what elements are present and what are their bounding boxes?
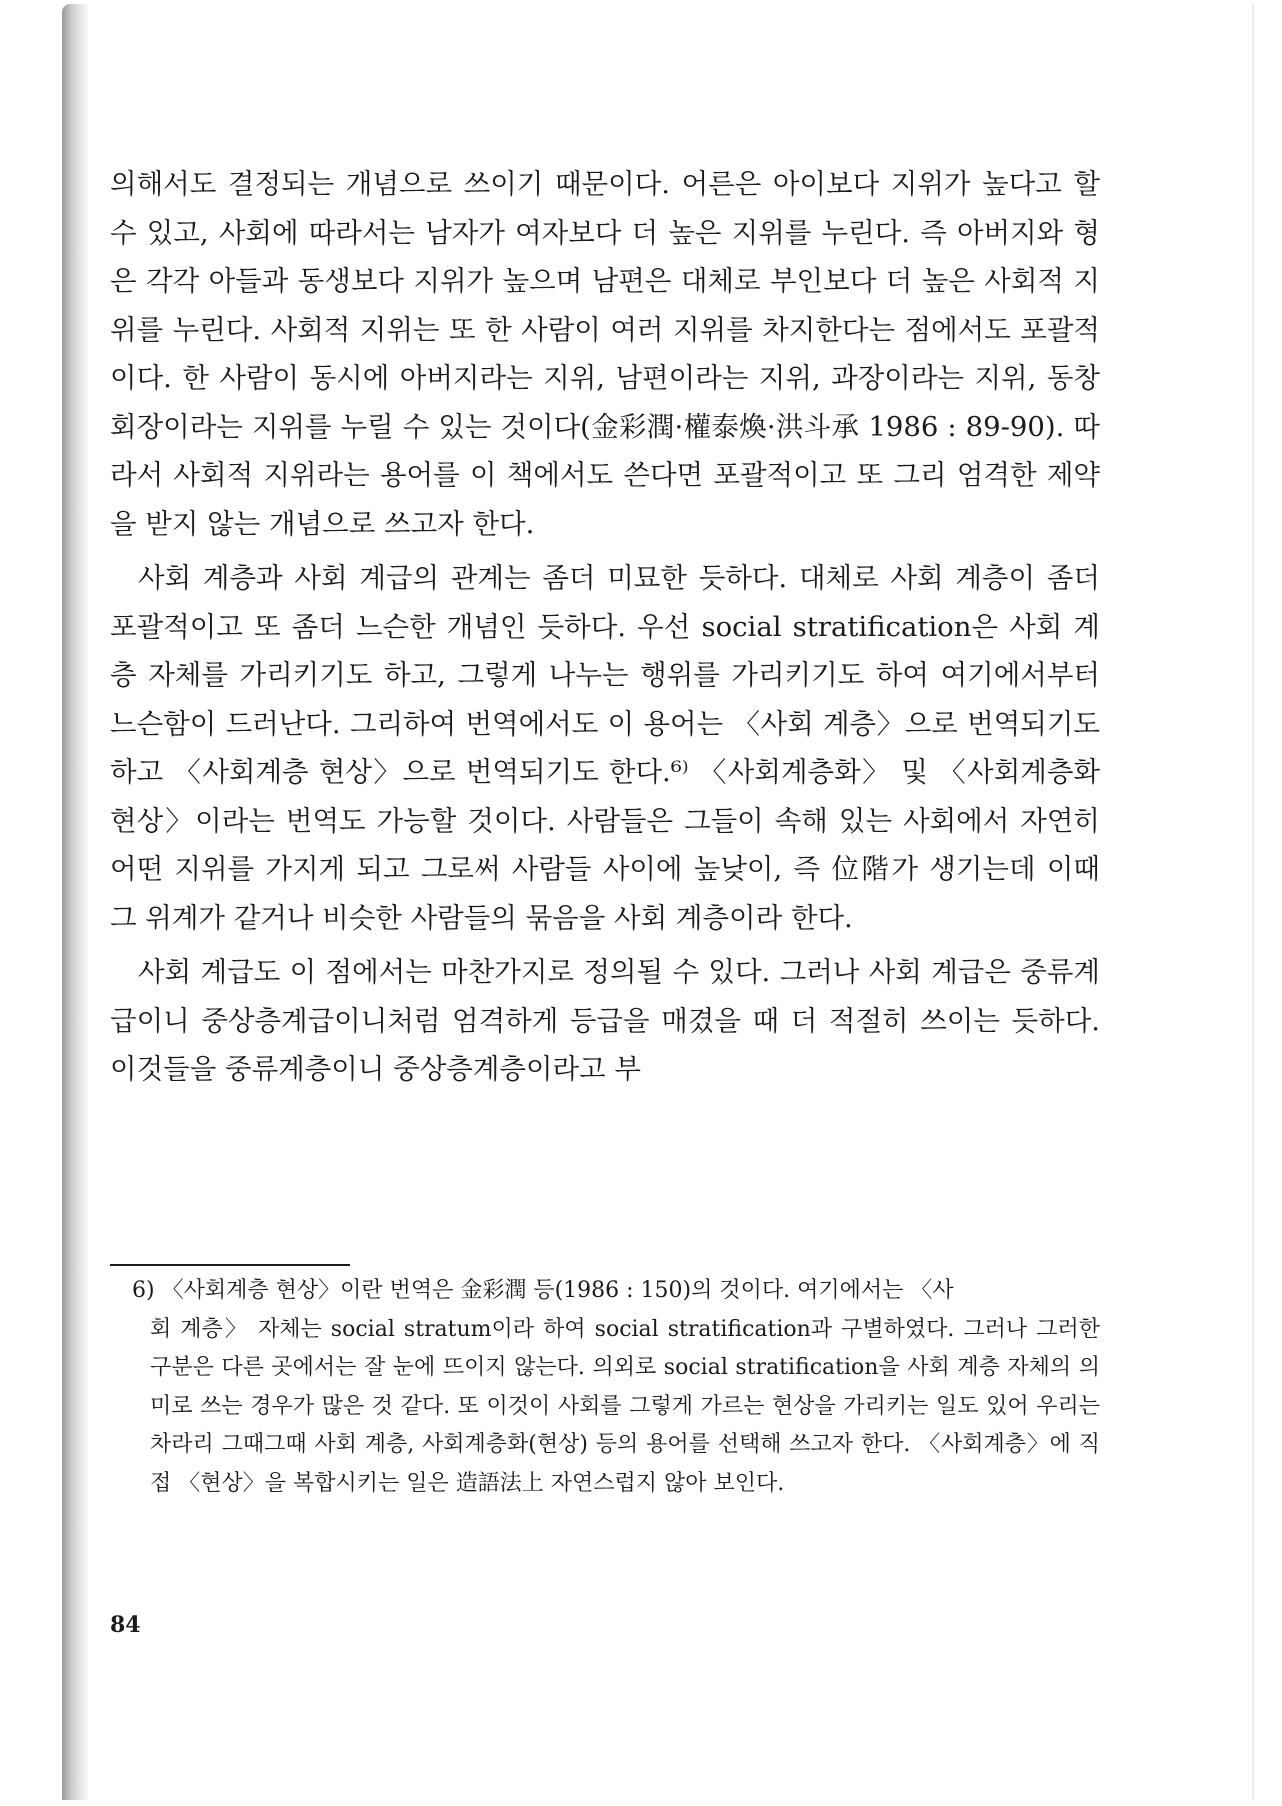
footnote-first-text: 〈사회계층 현상〉이란 번역은 金彩潤 등(1986 : 150)의 것이다. 여기에서는 〈사 xyxy=(161,1278,954,1303)
footnote-marker: 6) xyxy=(132,1278,155,1303)
main-text xyxy=(110,160,1100,1094)
page-number: 84 xyxy=(110,1612,141,1638)
footnote-separator xyxy=(110,1264,350,1266)
book-page-edge xyxy=(62,4,88,1800)
paragraph-2: 사회 계층과 사회 계급의 관계는 좀더 미묘한 듯하다. 대체로 사회 계층이 좀더 포괄적이고 또 좀더 느슨한 개념인 듯하다. 우선 social stratification은 사회 계층 자체를 가리키기도 하고, 그렇게 나누는 행위를 가리키기도 하여 여기에서부터 느슨함이 드러난다. 그리하여 번역에서도 이 용어는 〈사회 계층〉으로 번역되기도 하고 〈사회계층 현상〉으로 번역되기도 한다.⁶⁾ 〈사회계층화〉 및 〈사회계층화 현상〉이라는 번역도 가능할 것이다. 사람들은 그들이 속해 있는 사회에서 자연히 어떤 지위를 가지게 되고 그로써 사람들 사이에 높낮이, 즉 位階가 생기는데 이때 그 위계가 같거나 비슷한 사람들의 묶음을 사회 계층이라 한다. xyxy=(110,562,1100,934)
paragraph-1: 의해서도 결정되는 개념으로 쓰이기 때문이다. 어른은 아이보다 지위가 높다고 할 수 있고, 사회에 따라서는 남자가 여자보다 더 높은 지위를 누린다. 즉 아버지와 형은 각각 아들과 동생보다 지위가 높으며 남편은 대체로 부인보다 더 높은 사회적 지위를 누린다. 사회적 지위는 또 한 사람이 여러 지위를 차지한다는 점에서도 포괄적이다. 한 사람이 동시에 아버지라는 지위, 남편이라는 지위, 과장이라는 지위, 동창회장이라는 지위를 누릴 수 있는 것이다(金彩潤·權泰煥·洪斗承 1986 : 89-90). 따라서 사회적 지위라는 용어를 이 책에서도 쓴다면 포괄적이고 또 그리 엄격한 제약을 받지 않는 개념으로 쓰고자 한다. xyxy=(110,168,1100,540)
footnote-first-line xyxy=(110,1272,1100,1311)
paragraph-3: 사회 계급도 이 점에서는 마찬가지로 정의될 수 있다. 그러나 사회 계급은 중류계급이니 중상층계급이니처럼 엄격하게 등급을 매겼을 때 더 적절히 쓰이는 듯하다. 이것들을 중류계층이니 중상층계층이라고 부 xyxy=(110,956,1100,1085)
footnote-body: 회 계층〉 자체는 social stratum이라 하여 social stratification과 구별하였다. 그러나 그러한 구분은 다른 곳에서는 잘 눈에 뜨이지 않는다. 의외로 social stratification을 사회 계층 자체의 의미로 쓰는 경우가 많은 것 같다. 또 이것이 사회를 그렇게 가르는 현상을 가리키는 일도 있어 우리는 차라리 그때그때 사회 계층, 사회계층화(현상) 등의 용어를 선택해 쓰고자 한다. 〈사회계층〉에 직접 〈현상〉을 복합시키는 일은 造語法上 자연스럽지 않아 보인다. xyxy=(150,1316,1100,1496)
footnote xyxy=(110,1272,1100,1503)
